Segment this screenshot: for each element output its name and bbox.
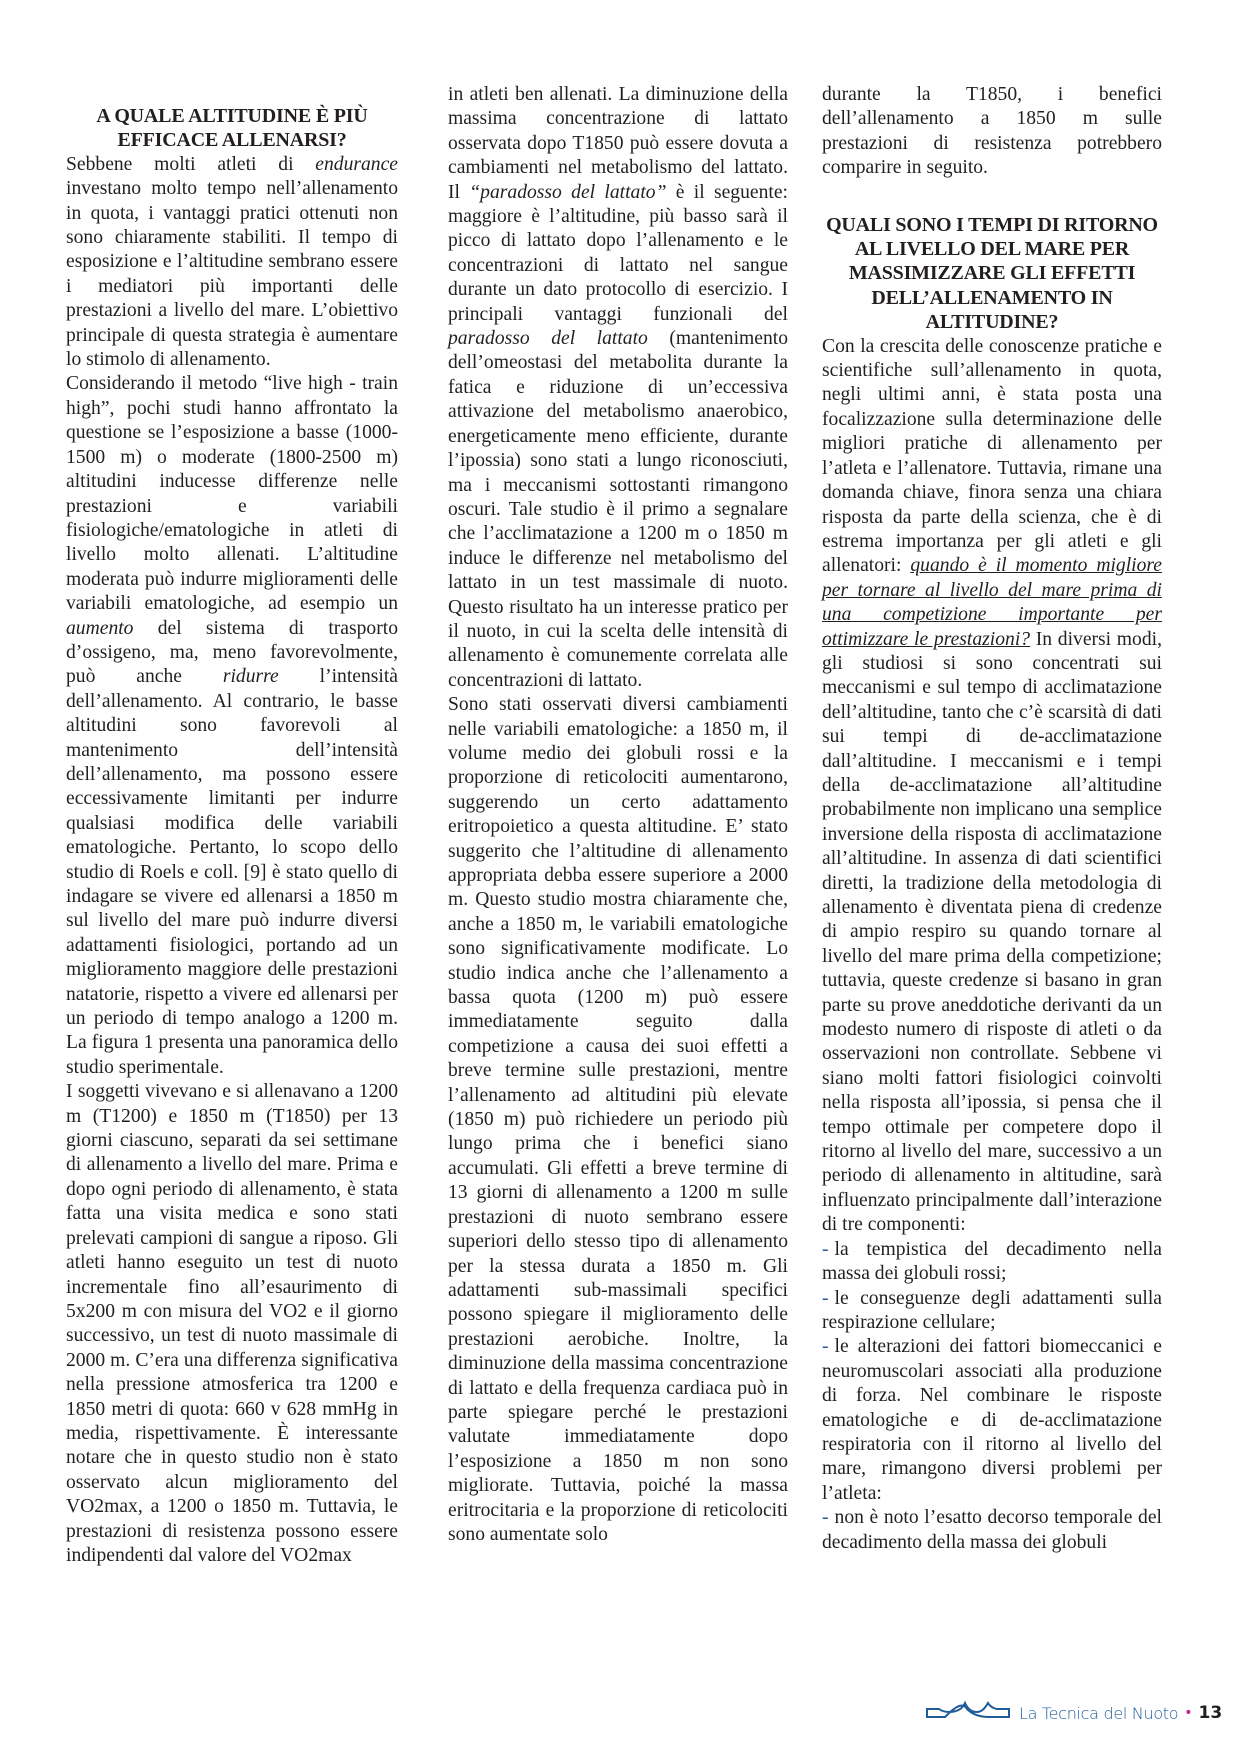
paragraph [448, 693, 788, 1547]
waves-logo-icon [925, 1700, 1011, 1727]
italic-term: ridurre [222, 666, 279, 688]
column-3 [822, 83, 1162, 1555]
paragraph [66, 372, 398, 1080]
paragraph [822, 335, 1162, 1238]
paragraph [822, 83, 1162, 181]
text-run: Considerando il metodo “live high - train high”, pochi studi hanno affrontato la questione se l’esposizione a basse (1000-1500 m) o moderate (1800-2500 m) altitudini inducesse differenze nelle prestazioni e variabili fisiologiche/ematologiche in atleti di livello molto allenati. L’altitudine moderata può indurre miglioramenti delle variabili ematologiche, ad esempio un [66, 373, 398, 615]
list-item: - la tempistica del decadimento nella massa dei globuli rossi; [822, 1238, 1162, 1285]
paragraph [66, 153, 398, 373]
dash-bullet-icon: - [822, 1336, 829, 1358]
dash-bullet-icon: - [822, 1287, 829, 1309]
text-run: Sono stati osservati diversi cambiamenti nelle variabili ematologiche: a 1850 m, il volume medio dei globuli rossi e la proporzione di reticolociti aumentarono, suggerendo un certo adattamento eritropoietico a questa altitudine. E’ stato suggerito che l’altitudine di allenamento appropriata debba essere superiore a 2000 m. Questo studio mostra chiaramente che, anche a 1850 m, le variabili ematologiche sono significativamente modificate. Lo studio indica anche che l’allenamento a bassa quota (1200 m) può essere immediatamente seguito dalla competizione a causa dei suoi effetti a breve termine sulle prestazioni, mentre l’allenamento ad altitudini più elevate (1850 m) può richiedere un periodo più lungo prima che i benefici siano accumulati. Gli effetti a breve termine di 13 giorni di allenamento a 1200 m sulle prestazioni di nuoto sembrano essere superiori dello stesso tipo di allenamento per la stessa durata a 1850 m. Gli adattamenti sub-massimali specifici possono spiegare il miglioramento delle prestazioni aerobiche. Inoltre, la diminuzione della massima concentrazione di lattato e della frequenza cardiaca può in parte spiegare perché le prestazioni valutate immediatamente dopo l’esposizione a 1850 m non sono migliorate. Tuttavia, poiché la massa eritrocitaria e la proporzione di reticolociti sono aumentate solo [448, 694, 788, 1545]
text-run: l’intensità dell’allenamento. Al contrario, le basse altitudini sono favorevoli al mantenimento dell’intensità dell’allenamento, ma possono essere eccessivamente limitanti per indurre qualsiasi modifica delle variabili ematologiche. Pertanto, lo scopo dello studio di Roels e coll. [9] è stato quello di indagare se vivere ed allenarsi a 1850 m sul livello del mare può indurre diversi adattamenti fisiologici, portando ad un miglioramento maggiore delle prestazioni natatorie, rispetto a vivere ed allenarsi per un periodo di tempo analogo a 1200 m. La figura 1 presenta una panoramica dello studio sperimentale. [66, 666, 398, 1078]
text-run: investano molto tempo nell’allenamento in quota, i vantaggi pratici ottenuti non sono chiaramente stabiliti. Il tempo di esposizione e l’altitudine sembrano essere i mediatori più importanti delle prestazioni a livello del mare. L’obiettivo principale di questa strategia è aumentare lo stimolo di allenamento. [66, 178, 398, 371]
section-heading-return-timing: QUALI SONO I TEMPI DI RITORNO AL LIVELLO DEL MARE PER MASSIMIZZARE GLI EFFETTI DELL’ALLENAMENTO IN ALTITUDINE? [826, 213, 1158, 334]
italic-term: “paradosso del lattato” [469, 181, 667, 203]
underlined-question: quando è il momento migliore per tornare al livello del mare prima di una competizione importante per ottimizzare le prestazioni? [822, 555, 1162, 650]
page-number: 13 [1198, 1703, 1223, 1723]
italic-term: aumento [66, 617, 134, 639]
text-run: Sebbene molti atleti di [66, 153, 316, 175]
list-item: - le alterazioni dei fattori biomeccanici e neuromuscolari associati alla produzione di forza. Nel combinare le risposte ematologiche e di de-acclimatazione respiratoria con il ritorno al livello del mare, rimangono diversi problemi per l’atleta: [822, 1336, 1162, 1504]
italic-term: paradosso del lattato [448, 328, 648, 350]
column-1 [66, 80, 398, 1568]
factor-list [822, 1238, 1162, 1555]
page-footer [925, 1700, 1222, 1726]
column-2 [448, 83, 788, 1547]
magazine-name: La Tecnica del Nuoto [1019, 1703, 1179, 1723]
text-run: è il seguente: maggiore è l’altitudine, più basso sarà il picco di lattato dopo l’allenamento e le concentrazioni di lattato nel sangue durante un dato protocollo di esercizio. I principali vantaggi funzionali del [448, 181, 788, 325]
dash-bullet-icon: - [822, 1238, 829, 1260]
italic-term: endurance [315, 153, 398, 175]
text-run: (mantenimento dell’omeostasi del metabolita durante la fatica e riduzione di un’eccessiva attivazione del metabolismo anaerobico, energeticamente meno efficiente, durante l’ipossia) sono stati a lungo riconosciuti, ma i meccanismi sottostanti rimangono oscuri. Tale studio è il primo a segnalare che l’acclimatazione a 1200 m o 1850 m induce le differenze nel metabolismo del lattato in un test massimale di nuoto. Questo risultato ha un interesse pratico per il nuoto, in cui la scelta delle intensità di allenamento è comunemente correlata alle concentrazioni di lattato. [448, 328, 788, 691]
paragraph [448, 83, 788, 693]
separator-dot: • [1184, 1705, 1193, 1721]
text-run: durante la T1850, i benefici dell’allenamento a 1850 m sulle prestazioni di resistenza potrebbero comparire in seguito. [822, 84, 1162, 179]
section-heading-altitude: A QUALE ALTITUDINE È PIÙ EFFICACE ALLENARSI? [96, 105, 368, 152]
text-run: Con la crescita delle conoscenze pratiche e scientifiche sull’allenamento in quota, negli ultimi anni, è stata posta una focalizzazione sulla determinazione delle migliori pratiche di allenamento per l’atleta e l’allenatore. Tuttavia, rimane una domanda chiave, finora senza una chiara risposta da parte della scienza, che è di estrema importanza per gli atleti e gli allenatori: [822, 335, 1162, 577]
dash-bullet-icon: - [822, 1507, 829, 1529]
list-item: - le conseguenze degli adattamenti sulla respirazione cellulare; [822, 1287, 1162, 1333]
text-run: In diversi modi, gli studiosi si sono concentrati sui meccanismi e sul tempo di acclimatazione dell’altitudine, tanto che c’è scarsità di dati sui tempi di de-acclimatazione dall’altitudine. I meccanismi e i tempi della de-acclimatazione all’altitudine probabilmente non implicano una semplice inversione della risposta di acclimatazione all’altitudine. In assenza di dati scientifici diretti, la tradizione della metodologia di allenamento è diventata piena di credenze di ampio respiro su quando tornare al livello del mare prima della competizione; tuttavia, queste credenze si basano in gran parte su prove aneddotiche derivanti da un modesto numero di risposte di atleti o da osservazioni non controllate. Sebbene vi siano molti fattori fisiologici coinvolti nella risposta all’ipossia, si pensa che il tempo ottimale per competere dopo il ritorno al livello del mare, successivo a un periodo di allenamento in altitudine, sarà influenzato principalmente dall’interazione di tre componenti: [822, 628, 1162, 1236]
list-item: - non è noto l’esatto decorso temporale del decadimento della massa dei globuli [822, 1507, 1162, 1553]
text-run: del sistema di trasporto d’ossigeno, ma, meno favorevolmente, può anche [66, 617, 398, 688]
paragraph [66, 1080, 398, 1568]
text-run: I soggetti vivevano e si allenavano a 1200 m (T1200) e 1850 m (T1850) per 13 giorni ciascuno, separati da sei settimane di allenamento a livello del mare. Prima e dopo ogni periodo di allenamento, è stata fatta una visita medica e sono stati prelevati campioni di sangue a riposo. Gli atleti hanno eseguito un test di nuoto incrementale fino all’esaurimento di 5x200 m con misura del VO2 e il giorno successivo, un test di nuoto massimale di 2000 m. C’era una differenza significativa nella pressione atmosferica tra 1200 e 1850 metri di quota: 660 v 628 mmHg in media, rispettivamente. È interessante notare che in questo studio non è stato osservato alcun miglioramento del VO2max, a 1200 o 1850 m. Tuttavia, le prestazioni di resistenza possono essere indipendenti dal valore del VO2max [66, 1081, 398, 1566]
text-run: in atleti ben allenati. La diminuzione della massima concentrazione di lattato osservata dopo T1850 può essere dovuta a cambiamenti nel metabolismo del lattato. Il [448, 84, 788, 203]
